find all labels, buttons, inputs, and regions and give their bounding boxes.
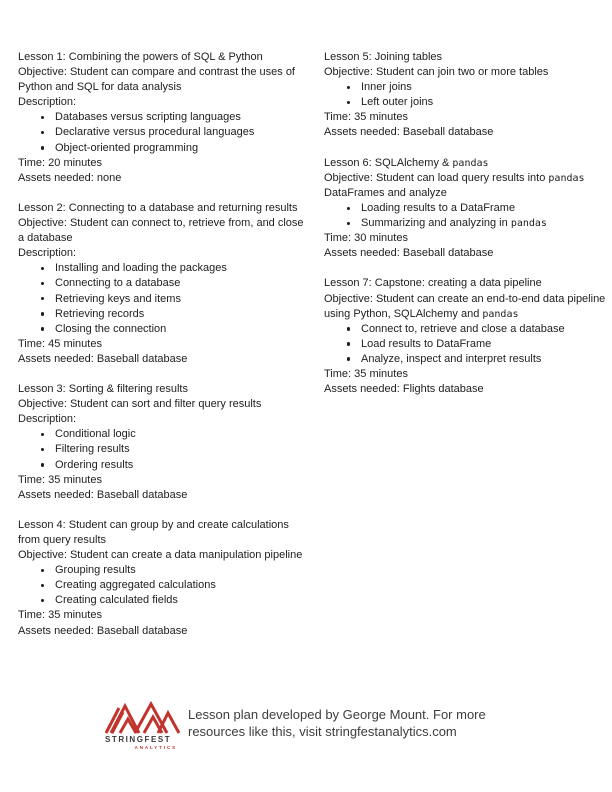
bullet-icon (40, 307, 55, 322)
lesson-title: Lesson 5: Joining tables (324, 51, 443, 63)
bullet-icon (40, 141, 55, 156)
lesson-assets: Assets needed: Flights database (324, 383, 484, 396)
bullet-icon (346, 352, 361, 367)
bullet-item: Closing the connection (18, 322, 306, 337)
lesson-2-block (18, 201, 306, 367)
lesson-3-block (18, 382, 306, 503)
bullet-icon (40, 578, 55, 593)
bullet-icon (346, 95, 361, 110)
lesson-objective: Objective: Student can connect to, retrieve from, and close a database (18, 217, 304, 245)
lesson-assets: Assets needed: Baseball database (18, 352, 188, 365)
lesson-time: Time: 35 minutes (18, 473, 102, 486)
bullet-item: Conditional logic (18, 427, 306, 442)
bullet-icon (346, 322, 361, 337)
bullet-item: Grouping results (18, 563, 306, 578)
footer-note-line-1: Lesson plan developed by George Mount. For more (188, 707, 486, 722)
lesson-4-block (18, 518, 306, 639)
bullet-item: Summarizing and analyzing in pandas (324, 216, 612, 231)
stringfest-logo (105, 700, 183, 750)
lesson-title: Lesson 4: Student can group by and create calculations from query results (18, 518, 289, 546)
bullet-item: Analyze, inspect and interpret results (324, 352, 612, 367)
bullet-item: Declarative versus procedural languages (18, 125, 306, 140)
lesson-7-block (324, 276, 612, 397)
bullet-icon (40, 563, 55, 578)
lesson-assets: Assets needed: Baseball database (324, 126, 494, 139)
lesson-5-block (324, 50, 612, 141)
bullet-item: Filtering results (18, 442, 306, 457)
bullet-item: Object-oriented programming (18, 141, 306, 156)
mountain-logo-icon (105, 700, 181, 734)
bullet-icon (40, 593, 55, 608)
lesson-title: Lesson 2: Connecting to a database and returning results (18, 201, 298, 214)
footer-note (188, 707, 508, 740)
column-right (324, 50, 612, 654)
bullet-item: Loading results to a DataFrame (324, 201, 612, 216)
bullet-icon (40, 442, 55, 457)
lesson-objective: Objective: Student can create an end-to-end data pipeline using Python, SQLAlchemy and pandas (324, 292, 606, 320)
bullet-item: Connecting to a database (18, 276, 306, 291)
description-label: Description: (18, 96, 77, 109)
bullet-icon (40, 292, 55, 307)
lesson-title: Lesson 7: Capstone: creating a data pipeline (324, 277, 542, 290)
bullet-item: Load results to DataFrame (324, 337, 612, 352)
footer-note-line-2: resources like this, visit stringfestanalytics.com (188, 723, 457, 739)
bullet-item: Installing and loading the packages (18, 261, 306, 276)
bullet-item: Creating aggregated calculations (18, 578, 306, 593)
lesson-title: Lesson 3: Sorting & filtering results (18, 383, 188, 396)
logo-wordmark: STRINGFEST (105, 735, 172, 744)
lesson-assets: Assets needed: none (18, 171, 122, 184)
lesson-assets: Assets needed: Baseball database (18, 488, 188, 501)
bullet-item: Retrieving records (18, 307, 306, 322)
bullet-icon (346, 216, 361, 231)
bullet-icon (346, 337, 361, 352)
bullet-icon (40, 322, 55, 337)
description-label: Description: (18, 247, 77, 260)
bullet-icon (40, 276, 55, 291)
lesson-objective: Objective: Student can compare and contrast the uses of Python and SQL for data analysis (18, 66, 295, 94)
lesson-objective: Objective: Student can sort and filter query results (18, 398, 262, 411)
lesson-objective: Objective: Student can join two or more tables (324, 66, 549, 79)
description-label: Description: (18, 413, 77, 426)
lesson-title: Lesson 6: SQLAlchemy & pandas (324, 156, 489, 169)
lesson-time: Time: 35 minutes (18, 609, 102, 622)
two-column-layout (18, 50, 612, 654)
bullet-item: Creating calculated fields (18, 593, 306, 608)
lesson-time: Time: 35 minutes (324, 111, 408, 124)
lesson-time: Time: 30 minutes (324, 232, 408, 245)
lesson-time: Time: 20 minutes (18, 156, 102, 169)
lesson-objective: Objective: Student can create a data manipulation pipeline (18, 549, 303, 562)
bullet-item: Left outer joins (324, 95, 612, 110)
bullet-item: Databases versus scripting languages (18, 110, 306, 125)
bullet-item: Retrieving keys and items (18, 292, 306, 307)
bullet-item: Connect to, retrieve and close a database (324, 322, 612, 337)
lesson-time: Time: 45 minutes (18, 337, 102, 350)
lesson-assets: Assets needed: Baseball database (18, 624, 188, 637)
bullet-icon (40, 458, 55, 473)
bullet-icon (346, 80, 361, 95)
bullet-item: Ordering results (18, 458, 306, 473)
logo-subtext: ANALYTICS (134, 745, 177, 750)
lesson-assets: Assets needed: Baseball database (324, 247, 494, 260)
column-left (18, 50, 306, 654)
lesson-objective: Objective: Student can load query results into pandas DataFrames and analyze (324, 171, 585, 199)
bullet-icon (40, 125, 55, 140)
lesson-1-block (18, 50, 306, 186)
lesson-title: Lesson 1: Combining the powers of SQL & Python (18, 51, 263, 63)
bullet-icon (40, 427, 55, 442)
bullet-icon (40, 261, 55, 276)
lesson-time: Time: 35 minutes (324, 367, 408, 380)
lesson-6-block (324, 156, 612, 262)
bullet-icon (346, 201, 361, 216)
bullet-item: Inner joins (324, 80, 612, 95)
bullet-icon (40, 110, 55, 125)
